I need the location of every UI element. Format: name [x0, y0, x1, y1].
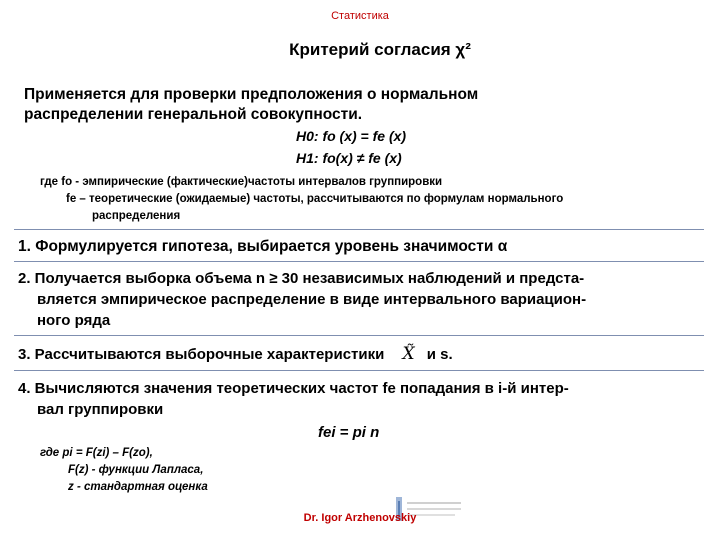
note-pi: где pi = F(zi) – F(zo), [40, 447, 153, 459]
note-z: z - стандартная оценка [68, 481, 208, 493]
intro-line-2: распределении генеральной совокупности. [24, 106, 363, 123]
hypothesis-h0: H0: fo (x) = fe (x) [296, 128, 407, 144]
step-4-line-2: вал группировки [37, 401, 164, 418]
divider [14, 370, 704, 371]
slide-title: Критерий согласия χ² [289, 40, 471, 59]
step-3-tail: и s. [426, 346, 453, 363]
definition-fo: где fo - эмпирические (фактические)частоты интервалов группировки [40, 176, 443, 188]
divider [14, 229, 704, 230]
divider [14, 261, 704, 262]
slide-header: Статистика [331, 10, 389, 22]
intro-line-1: Применяется для проверки предположения о нормальном [24, 86, 479, 103]
step-2-line-1: 2. Получается выборка объема n ≥ 30 независимых наблюдений и предста- [18, 270, 585, 287]
definition-fe-line-2: распределения [92, 210, 181, 222]
sample-median-symbol: X̃ [402, 344, 415, 364]
step-2-line-3: ного ряда [37, 312, 111, 329]
step-3 [18, 344, 453, 364]
divider [14, 335, 704, 336]
formula-fei: fei = pi n [318, 424, 380, 441]
step-2-line-2: вляется эмпирическое распределение в виде интервального вариацион- [37, 291, 587, 308]
definition-fe-line-1: fe – теоретические (ожидаемые) частоты, рассчитываются по формулам нормального [66, 193, 564, 205]
step-4-line-1: 4. Вычисляются значения теоретических частот fe попадания в i-й интер- [18, 380, 569, 397]
hypothesis-h1: H1: fo(x) ≠ fe (x) [296, 150, 402, 166]
step-3-text: 3. Рассчитываются выборочные характеристики [18, 346, 385, 363]
note-laplace: F(z) - функции Лапласа, [68, 464, 204, 476]
author-name: Dr. Igor Arzhenovskiy [303, 512, 417, 524]
step-1: 1. Формулируется гипотеза, выбирается уровень значимости α [18, 238, 508, 255]
